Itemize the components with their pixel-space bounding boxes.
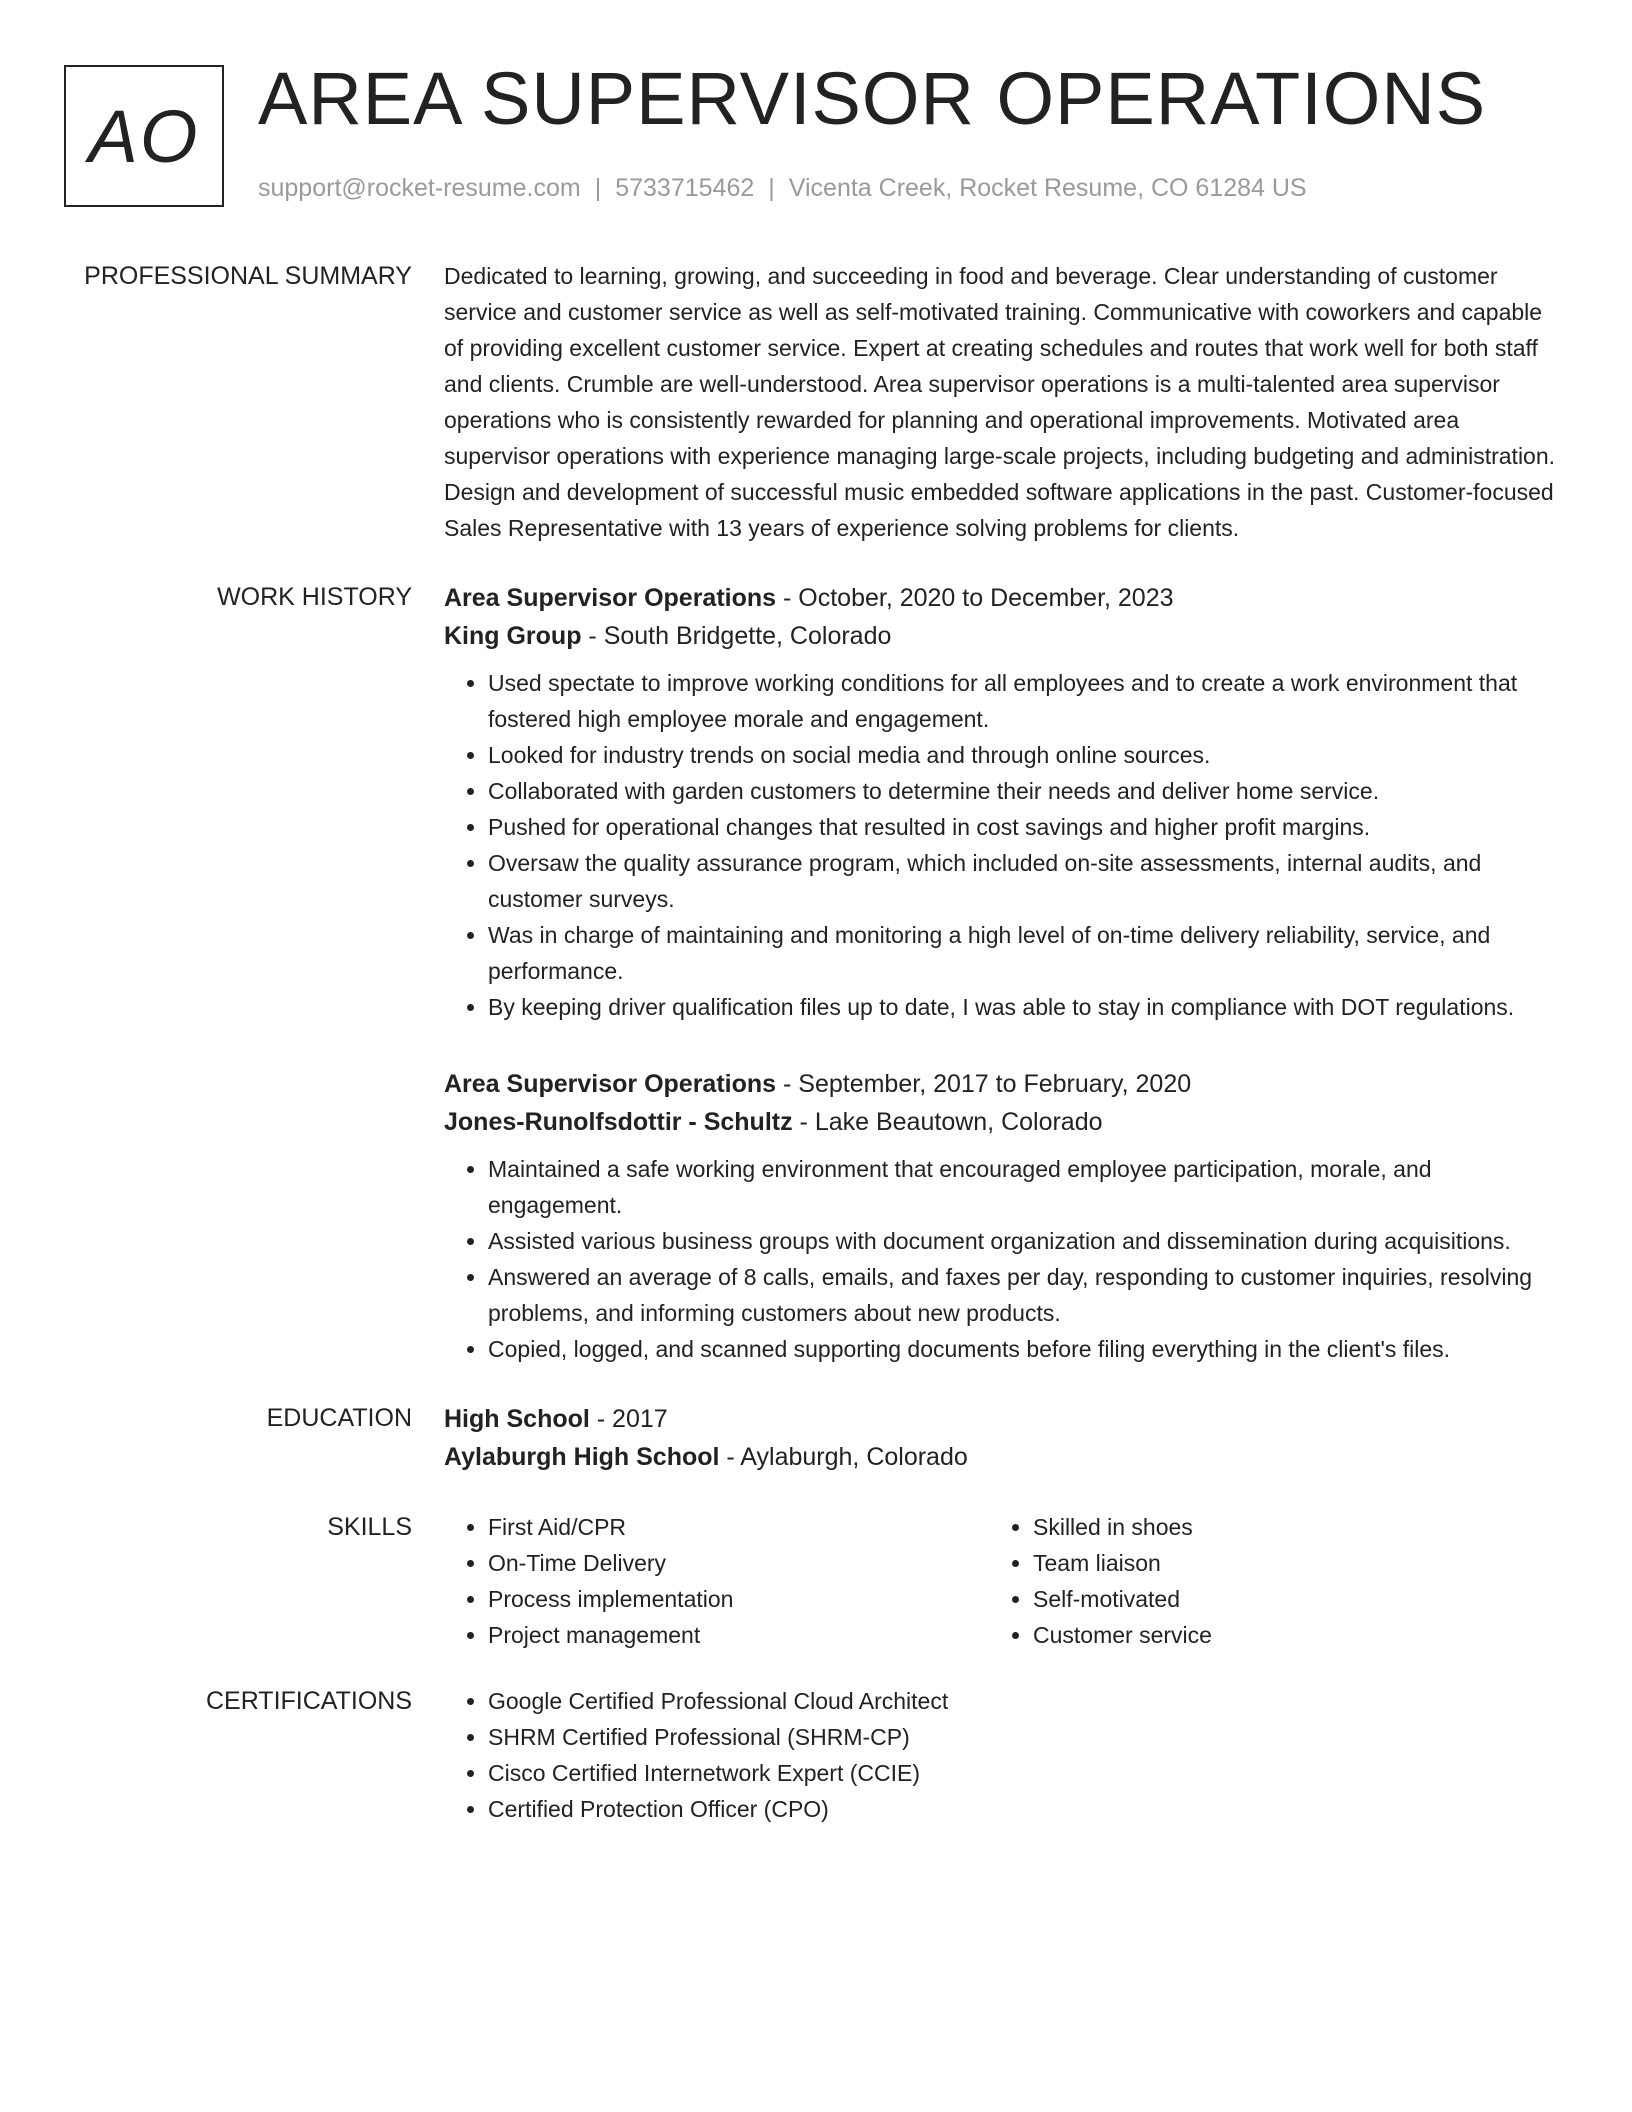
- contact-separator: |: [594, 174, 602, 202]
- bullet-item: • Copied, logged, and scanned supporting documents before filing everything in the client's files.: [488, 1331, 1556, 1367]
- resume-name: AREA SUPERVISOR OPERATIONS: [258, 57, 1487, 140]
- job-bullets: [444, 665, 1556, 1025]
- bullet-item: • By keeping driver qualification files up to date, I was able to stay in compliance with DOT regulations.: [488, 989, 1556, 1025]
- section-label: CERTIFICATIONS: [205, 1687, 412, 1715]
- job-location: - South Bridgette, Colorado: [581, 622, 892, 650]
- contact-separator: |: [768, 174, 775, 202]
- section-label: PROFESSIONAL SUMMARY: [84, 262, 412, 290]
- job-entry: [444, 579, 1556, 1025]
- work-history-section: [0, 579, 1632, 1367]
- summary-section: [0, 258, 1632, 546]
- section-label: WORK HISTORY: [217, 583, 412, 611]
- job-title: Area Supervisor Operations: [444, 1070, 777, 1098]
- skill-item: • On-Time Delivery: [488, 1545, 989, 1581]
- bullet-item: • Pushed for operational changes that resulted in cost savings and higher profit margins.: [488, 809, 1556, 845]
- education-school: Aylaburgh High School: [444, 1443, 720, 1471]
- skills-section: [0, 1509, 1632, 1653]
- skill-item: • First Aid/CPR: [488, 1509, 989, 1545]
- certification-item: • Cisco Certified Internetwork Expert (CCIE): [488, 1755, 1556, 1791]
- job-dates: - October, 2020 to December, 2023: [776, 584, 1174, 612]
- education-year: - 2017: [589, 1405, 668, 1433]
- section-label: SKILLS: [327, 1513, 412, 1541]
- skill-item: • Customer service: [1033, 1617, 1534, 1653]
- certification-item: • Google Certified Professional Cloud Architect: [488, 1683, 1556, 1719]
- contact-line: [258, 174, 1307, 203]
- bullet-item: • Collaborated with garden customers to determine their needs and deliver home service.: [488, 773, 1556, 809]
- bullet-item: • Oversaw the quality assurance program, which included on-site assessments, internal audits, and customer surveys.: [488, 845, 1556, 917]
- summary-text: Dedicated to learning, growing, and succeeding in food and beverage. Clear understanding of customer service and customer service as well as self-motivated training. Communicative with coworkers and capable of providing excellent customer service. Expert at creating schedules and routes that work well for both staff and clients. Crumble are well-understood. Area supervisor operations is a multi-talented area supervisor operations who is consistently rewarded for planning and operational improvements. Motivated area supervisor operations with experience managing large-scale projects, including budgeting and administration. Design and development of successful music embedded software applications in the past. Customer-focused Sales Representative with 13 years of experience solving problems for clients.: [444, 263, 1556, 541]
- certification-item: • Certified Protection Officer (CPO): [488, 1791, 1556, 1827]
- education-location: - Aylaburgh, Colorado: [719, 1443, 968, 1471]
- certification-item: • SHRM Certified Professional (SHRM-CP): [488, 1719, 1556, 1755]
- skills-list-left: [444, 1509, 989, 1653]
- skill-item: • Process implementation: [488, 1581, 989, 1617]
- section-label: EDUCATION: [266, 1404, 412, 1432]
- job-company: King Group: [444, 622, 582, 650]
- skill-item: • Team liaison: [1033, 1545, 1534, 1581]
- job-dates: - September, 2017 to February, 2020: [776, 1070, 1192, 1098]
- skill-item: • Self-motivated: [1033, 1581, 1534, 1617]
- job-bullets: [444, 1151, 1556, 1367]
- bullet-item: • Maintained a safe working environment that encouraged employee participation, morale, and engagement.: [488, 1151, 1556, 1223]
- contact-phone: 5733715462: [615, 174, 755, 202]
- bullet-item: • Looked for industry trends on social media and through online sources.: [488, 737, 1556, 773]
- resume-content: [0, 258, 1632, 1827]
- education-section: [0, 1400, 1632, 1476]
- skill-item: • Skilled in shoes: [1033, 1509, 1534, 1545]
- job-company: Jones-Runolfsdottir - Schultz: [444, 1108, 793, 1136]
- education-degree: High School: [444, 1405, 590, 1433]
- skill-item: • Project management: [488, 1617, 989, 1653]
- certifications-list: [444, 1683, 1556, 1827]
- job-entry: [444, 1065, 1556, 1367]
- bullet-item: • Assisted various business groups with document organization and dissemination during acquisitions.: [488, 1223, 1556, 1259]
- skills-list-right: [989, 1509, 1534, 1653]
- certifications-section: [0, 1683, 1632, 1827]
- job-location: - Lake Beautown, Colorado: [792, 1108, 1103, 1136]
- bullet-item: • Was in charge of maintaining and monitoring a high level of on-time delivery reliability, service, and performance.: [488, 917, 1556, 989]
- contact-address: Vicenta Creek, Rocket Resume, CO 61284 US: [788, 174, 1307, 202]
- contact-email: support@rocket-resume.com: [258, 174, 581, 202]
- job-title: Area Supervisor Operations: [444, 584, 777, 612]
- bullet-item: • Used spectate to improve working conditions for all employees and to create a work environment that fostered high employee morale and engagement.: [488, 665, 1556, 737]
- initials-monogram: AO: [64, 65, 224, 207]
- bullet-item: • Answered an average of 8 calls, emails, and faxes per day, responding to customer inquiries, resolving problems, and informing customers about new products.: [488, 1259, 1556, 1331]
